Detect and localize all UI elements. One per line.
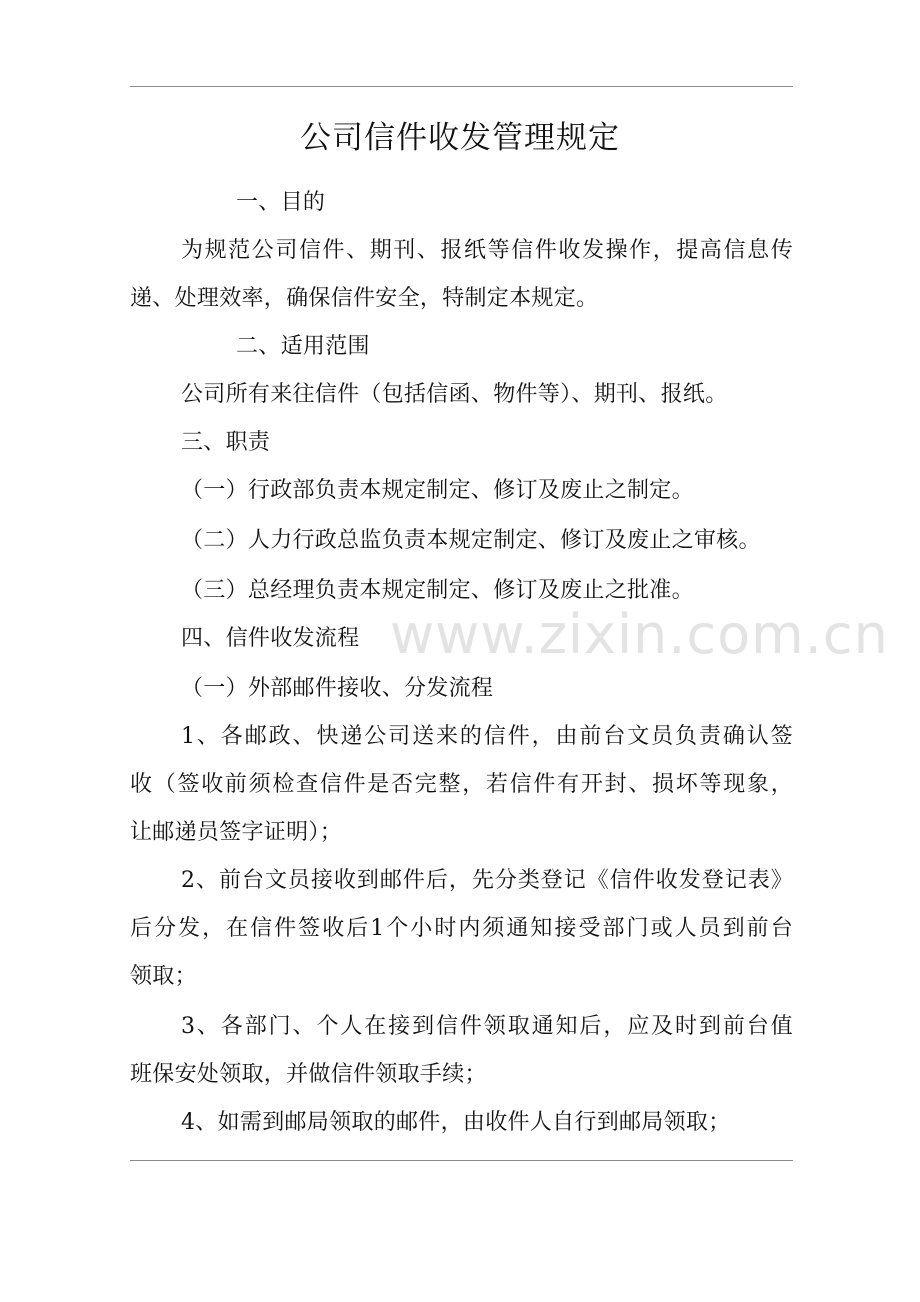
watermark: www.zixin.com.cn — [390, 603, 889, 666]
paragraph-line: 班保安处领取，并做信件领取手续； — [130, 1062, 487, 1087]
paragraph-line: 递、处理效率，确保信件安全，特制定本规定。 — [130, 286, 599, 311]
section-heading-scope: 二、适用范围 — [236, 334, 370, 359]
paragraph-line: 后分发，在信件签收后1个小时内须通知接受部门或人员到前台 — [130, 916, 793, 941]
document-title: 公司信件收发管理规定 — [300, 120, 620, 156]
paragraph-line: 2、前台文员接收到邮件后，先分类登记《信件收发登记表》 — [181, 868, 793, 893]
paragraph-line: 3、各部门、个人在接到信件领取通知后，应及时到前台值 — [181, 1014, 793, 1039]
list-item: （一）行政部负责本规定制定、修订及废止之制定。 — [181, 478, 694, 503]
paragraph-line: 领取； — [130, 964, 197, 989]
paragraph-line: 4、如需到邮局领取的邮件，由收件人自行到邮局领取； — [181, 1110, 731, 1135]
section-heading-process: 四、信件收发流程 — [181, 626, 360, 651]
header-rule — [130, 86, 793, 87]
subsection-heading: （一）外部邮件接收、分发流程 — [181, 676, 494, 701]
section-heading-purpose: 一、目的 — [236, 190, 326, 215]
section-heading-duties: 三、职责 — [181, 430, 271, 455]
list-item: （三）总经理负责本规定制定、修订及废止之批准。 — [181, 578, 694, 603]
paragraph-line: 公司所有来往信件（包括信函、物件等）、期刊、报纸。 — [181, 382, 728, 407]
paragraph-line: 让邮递员签字证明）； — [130, 820, 343, 845]
list-item: （二）人力行政总监负责本规定制定、修订及废止之审核。 — [181, 528, 761, 553]
paragraph-line: 1、各邮政、快递公司送来的信件，由前台文员负责确认签 — [181, 724, 793, 749]
footer-rule — [130, 1160, 793, 1161]
paragraph-line: 为规范公司信件、期刊、报纸等信件收发操作，提高信息传 — [181, 238, 793, 263]
paragraph-line: 收（签收前须检查信件是否完整，若信件有开封、损坏等现象， — [130, 772, 793, 797]
